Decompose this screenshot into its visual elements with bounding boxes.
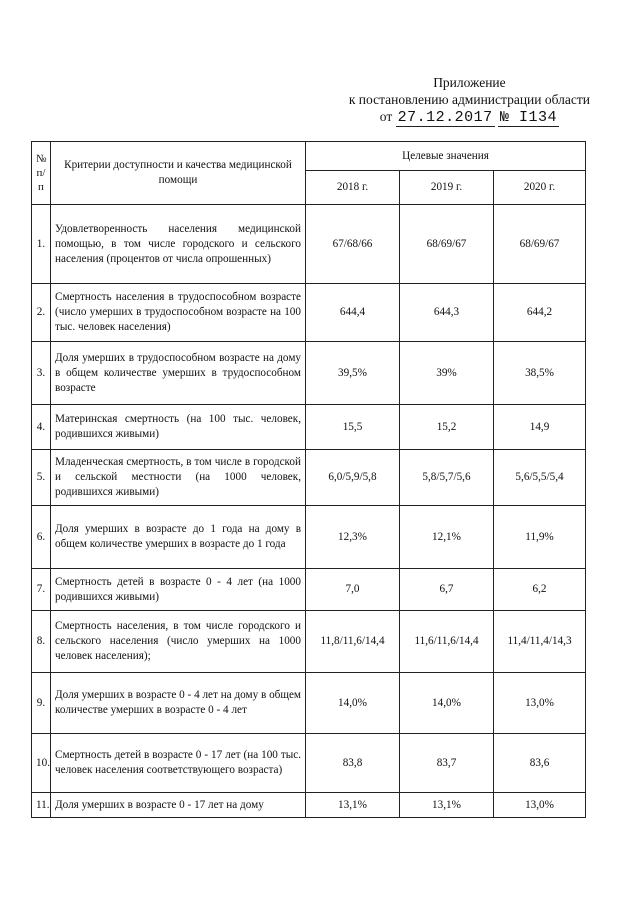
value-2019: 5,8/5,7/5,6 [400, 450, 494, 506]
value-2019: 15,2 [400, 405, 494, 450]
table-row [32, 405, 586, 450]
row-criteria: Смертность детей в возрасте 0 - 17 лет (на 100 тыс. человек населения соответствующего возраста) [51, 734, 306, 793]
table-row [32, 284, 586, 342]
value-2018: 6,0/5,9/5,8 [306, 450, 400, 506]
value-2018: 39,5% [306, 342, 400, 405]
value-2020: 11,4/11,4/14,3 [494, 611, 586, 673]
row-criteria: Доля умерших в возрасте 0 - 17 лет на дому [51, 793, 306, 818]
table-row [32, 611, 586, 673]
value-2020: 14,9 [494, 405, 586, 450]
value-2019: 12,1% [400, 506, 494, 569]
value-2020: 68/69/67 [494, 205, 586, 284]
value-2019: 68/69/67 [400, 205, 494, 284]
header-targets: Целевые значения [306, 142, 586, 171]
table-row [32, 506, 586, 569]
value-2020: 5,6/5,5/5,4 [494, 450, 586, 506]
header-year-2019: 2019 г. [400, 171, 494, 205]
annex-title: Приложение [433, 75, 506, 90]
value-2020: 83,6 [494, 734, 586, 793]
header-year-2020: 2020 г. [494, 171, 586, 205]
value-2018: 15,5 [306, 405, 400, 450]
document-date: 27.12.2017 [397, 109, 493, 126]
row-number: 3. [32, 342, 51, 405]
row-number: 5. [32, 450, 51, 506]
row-criteria: Смертность населения в трудоспособном возрасте (число умерших в трудоспособном возрасте на 100 тыс. человек населения) [51, 284, 306, 342]
criteria-table [31, 141, 586, 818]
value-2019: 11,6/11,6/14,4 [400, 611, 494, 673]
row-number: 9. [32, 673, 51, 734]
row-number: 4. [32, 405, 51, 450]
row-criteria: Младенческая смертность, в том числе в городской и сельской местности (на 1000 человек, родившихся живыми) [51, 450, 306, 506]
value-2020: 38,5% [494, 342, 586, 405]
row-criteria: Материнская смертность (на 100 тыс. человек, родившихся живыми) [51, 405, 306, 450]
value-2019: 6,7 [400, 569, 494, 611]
date-prefix: от [379, 109, 393, 124]
table-row [32, 569, 586, 611]
value-2020: 13,0% [494, 673, 586, 734]
value-2018: 644,4 [306, 284, 400, 342]
row-number: 11. [32, 793, 51, 818]
row-number: 8. [32, 611, 51, 673]
value-2018: 11,8/11,6/14,4 [306, 611, 400, 673]
row-number: 7. [32, 569, 51, 611]
table-row [32, 450, 586, 506]
value-2018: 12,3% [306, 506, 400, 569]
table-row [32, 205, 586, 284]
value-2020: 6,2 [494, 569, 586, 611]
table-row [32, 793, 586, 818]
value-2018: 83,8 [306, 734, 400, 793]
value-2018: 13,1% [306, 793, 400, 818]
value-2018: 14,0% [306, 673, 400, 734]
row-criteria: Смертность населения, в том числе городского и сельского населения (число умерших на 1000 человек населения); [51, 611, 306, 673]
header-year-2018: 2018 г. [306, 171, 400, 205]
header-criteria: Критерии доступности и качества медицинской помощи [51, 142, 306, 205]
row-number: 2. [32, 284, 51, 342]
value-2019: 83,7 [400, 734, 494, 793]
row-number: 6. [32, 506, 51, 569]
table-row [32, 734, 586, 793]
value-2019: 644,3 [400, 284, 494, 342]
value-2020: 644,2 [494, 284, 586, 342]
row-number: 1. [32, 205, 51, 284]
row-criteria: Доля умерших в возрасте до 1 года на дому в общем количестве умерших в возрасте до 1 года [51, 506, 306, 569]
annex-date-line [349, 108, 590, 126]
value-2020: 13,0% [494, 793, 586, 818]
value-2018: 7,0 [306, 569, 400, 611]
document-number: № I134 [500, 109, 558, 126]
row-number: 10. [32, 734, 51, 793]
table-row [32, 342, 586, 405]
row-criteria: Доля умерших в возрасте 0 - 4 лет на дому в общем количестве умерших в возрасте 0 - 4 лет [51, 673, 306, 734]
annex-header [349, 74, 590, 126]
table-row [32, 673, 586, 734]
value-2019: 14,0% [400, 673, 494, 734]
value-2020: 11,9% [494, 506, 586, 569]
value-2019: 39% [400, 342, 494, 405]
value-2019: 13,1% [400, 793, 494, 818]
value-2018: 67/68/66 [306, 205, 400, 284]
row-criteria: Доля умерших в трудоспособном возрасте на дому в общем количестве умерших в трудоспособном возрасте [51, 342, 306, 405]
annex-subtitle: к постановлению администрации области [348, 92, 590, 107]
row-criteria: Смертность детей в возрасте 0 - 4 лет (на 1000 родившихся живыми) [51, 569, 306, 611]
header-number: № п/п [32, 142, 51, 205]
row-criteria: Удовлетворенность населения медицинской помощью, в том числе городского и сельского населения (процентов от числа опрошенных) [51, 205, 306, 284]
